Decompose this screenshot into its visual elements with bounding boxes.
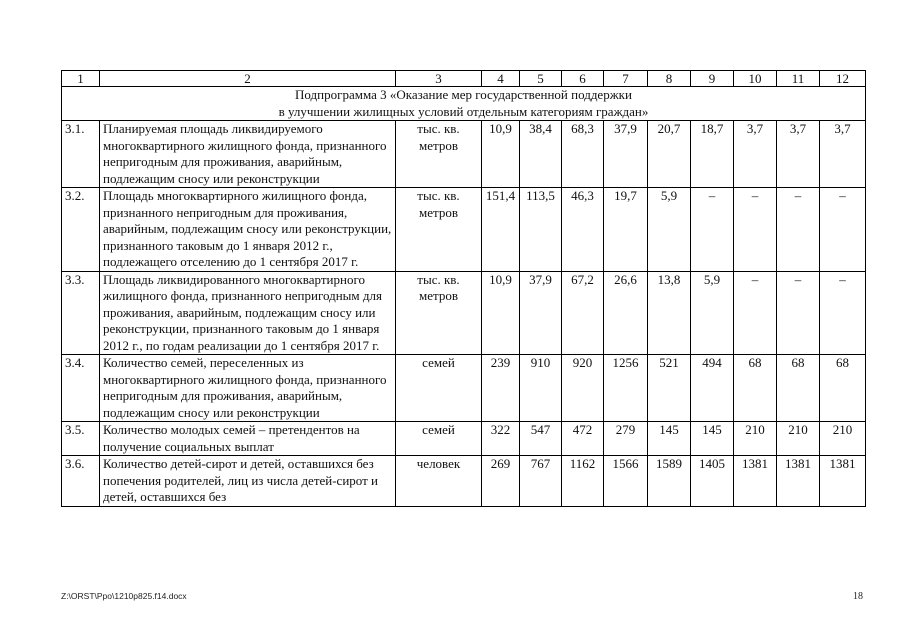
header-cell: 9 [691, 71, 734, 87]
value-cell: 269 [482, 456, 520, 507]
row-number: 3.5. [62, 422, 100, 456]
value-cell: 26,6 [604, 271, 648, 355]
value-cell: 3,7 [777, 121, 820, 188]
value-cell: – [820, 188, 866, 272]
header-cell: 8 [648, 71, 691, 87]
value-cell: 210 [734, 422, 777, 456]
table-row [62, 188, 866, 272]
value-cell: 68,3 [562, 121, 604, 188]
value-cell: – [734, 188, 777, 272]
value-cell: 113,5 [520, 188, 562, 272]
table-row [62, 456, 866, 507]
page-number: 18 [853, 591, 863, 602]
file-path: Z:\ORST\Ppo\1210p825.f14.docx [61, 591, 187, 601]
value-cell: 46,3 [562, 188, 604, 272]
table-row [62, 271, 866, 355]
value-cell: 547 [520, 422, 562, 456]
value-cell: 767 [520, 456, 562, 507]
value-cell: 37,9 [604, 121, 648, 188]
value-cell: 151,4 [482, 188, 520, 272]
value-cell: 145 [691, 422, 734, 456]
row-number: 3.4. [62, 355, 100, 422]
value-cell: – [691, 188, 734, 272]
value-cell: 67,2 [562, 271, 604, 355]
indicator-name: Планируемая площадь ликвидируемого многоквартирного жилищного фонда, признанного непригодным для проживания, аварийным, подлежащим сносу или реконструкции [100, 121, 396, 188]
value-cell: 1162 [562, 456, 604, 507]
header-row [62, 71, 866, 87]
unit-cell: человек [396, 456, 482, 507]
header-cell: 4 [482, 71, 520, 87]
value-cell: 68 [820, 355, 866, 422]
value-cell: 322 [482, 422, 520, 456]
value-cell: – [820, 271, 866, 355]
header-cell: 3 [396, 71, 482, 87]
value-cell: 38,4 [520, 121, 562, 188]
value-cell: 494 [691, 355, 734, 422]
value-cell: 210 [777, 422, 820, 456]
header-cell: 1 [62, 71, 100, 87]
header-cell: 11 [777, 71, 820, 87]
subprogram-title-line2: в улучшении жилищных условий отдельным категориям граждан» [278, 103, 649, 119]
value-cell: – [734, 271, 777, 355]
header-cell: 6 [562, 71, 604, 87]
value-cell: – [777, 271, 820, 355]
value-cell: – [777, 188, 820, 272]
unit-cell: тыс. кв. метров [396, 188, 482, 272]
value-cell: 472 [562, 422, 604, 456]
indicator-name: Количество семей, переселенных из многоквартирного жилищного фонда, признанного непригодным для проживания, аварийным, подлежащим сносу или реконструкции [100, 355, 396, 422]
value-cell: 1405 [691, 456, 734, 507]
unit-cell: тыс. кв. метров [396, 271, 482, 355]
value-cell: 68 [734, 355, 777, 422]
value-cell: 19,7 [604, 188, 648, 272]
subprogram-title-line1: Подпрограмма 3 «Оказание мер государственной поддержки [295, 87, 632, 102]
value-cell: 68 [777, 355, 820, 422]
value-cell: 920 [562, 355, 604, 422]
row-number: 3.1. [62, 121, 100, 188]
indicator-name: Количество детей-сирот и детей, оставшихся без попечения родителей, лиц из числа детей-сирот и детей, оставшихся без [100, 456, 396, 507]
value-cell: 521 [648, 355, 691, 422]
subprogram-title [62, 87, 866, 121]
row-number: 3.2. [62, 188, 100, 272]
indicator-name: Площадь ликвидированного многоквартирного жилищного фонда, признанного непригодным для проживания, аварийным, подлежащим сносу или реконструкции, признанного таковым до 1 января 2012 г., по годам реализации до 1 сентября 2017 г. [100, 271, 396, 355]
header-cell: 10 [734, 71, 777, 87]
value-cell: 1589 [648, 456, 691, 507]
indicator-name: Площадь многоквартирного жилищного фонда, признанного непригодным для проживания, аварийным, подлежащим сносу или реконструкции, признанного таковым до 1 января 2012 г., подлежащего отселению до 1 сентября 2017 г. [100, 188, 396, 272]
value-cell: 1381 [734, 456, 777, 507]
value-cell: 1381 [777, 456, 820, 507]
indicators-table [61, 70, 866, 507]
header-cell: 5 [520, 71, 562, 87]
value-cell: 1566 [604, 456, 648, 507]
value-cell: 13,8 [648, 271, 691, 355]
unit-cell: семей [396, 422, 482, 456]
subprogram-row [62, 87, 866, 121]
value-cell: 3,7 [820, 121, 866, 188]
value-cell: 1381 [820, 456, 866, 507]
table-row [62, 355, 866, 422]
value-cell: 145 [648, 422, 691, 456]
header-cell: 2 [100, 71, 396, 87]
value-cell: 20,7 [648, 121, 691, 188]
value-cell: 239 [482, 355, 520, 422]
value-cell: 5,9 [691, 271, 734, 355]
value-cell: 5,9 [648, 188, 691, 272]
value-cell: 210 [820, 422, 866, 456]
value-cell: 37,9 [520, 271, 562, 355]
header-cell: 12 [820, 71, 866, 87]
value-cell: 10,9 [482, 271, 520, 355]
value-cell: 1256 [604, 355, 648, 422]
indicator-name: Количество молодых семей – претендентов на получение социальных выплат [100, 422, 396, 456]
table-row [62, 121, 866, 188]
value-cell: 18,7 [691, 121, 734, 188]
row-number: 3.3. [62, 271, 100, 355]
value-cell: 10,9 [482, 121, 520, 188]
value-cell: 279 [604, 422, 648, 456]
unit-cell: тыс. кв. метров [396, 121, 482, 188]
value-cell: 3,7 [734, 121, 777, 188]
table-row [62, 422, 866, 456]
unit-cell: семей [396, 355, 482, 422]
header-cell: 7 [604, 71, 648, 87]
row-number: 3.6. [62, 456, 100, 507]
value-cell: 910 [520, 355, 562, 422]
